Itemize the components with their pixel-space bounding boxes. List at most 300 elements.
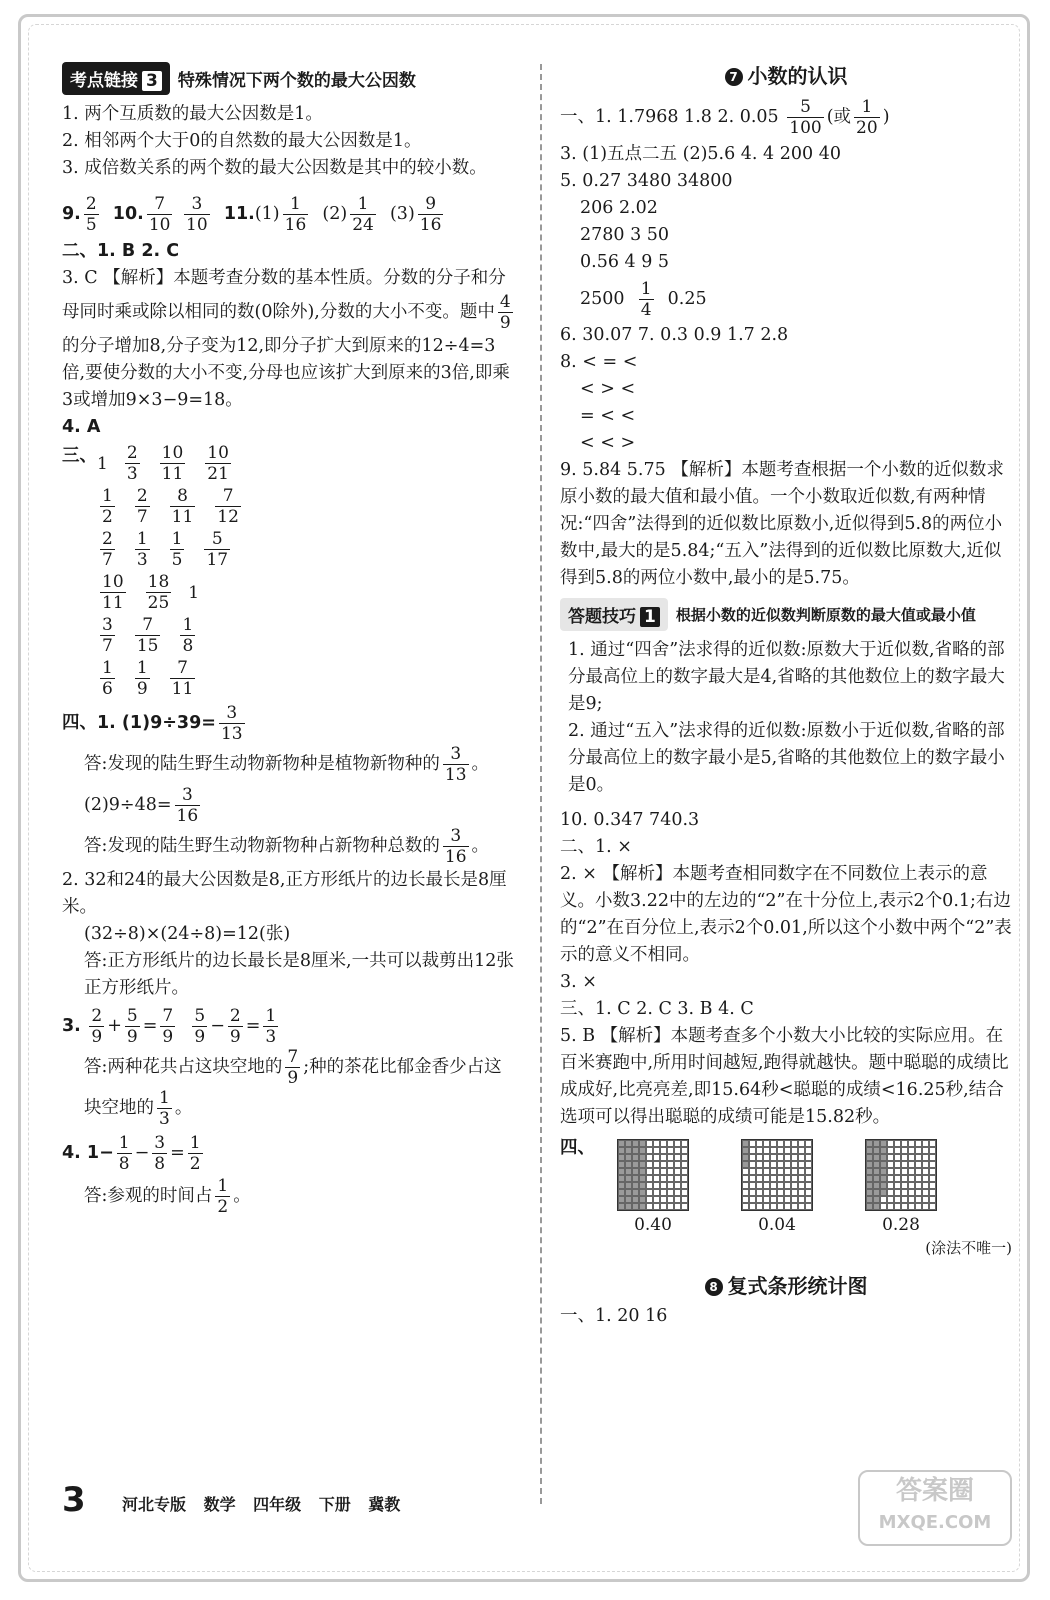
frac-den: 16 xyxy=(419,215,442,235)
frac-den: 10 xyxy=(148,215,171,235)
r-s2-q3: 3. × xyxy=(560,972,597,992)
kaodian-line-3: 3. 成倍数关系的两个数的最大公因数是其中的较小数。 xyxy=(62,158,487,178)
grid-square xyxy=(770,1140,777,1147)
grid-square xyxy=(749,1154,756,1161)
r-q5-value: 2500 xyxy=(580,289,625,309)
frac-den: 11 xyxy=(171,507,194,527)
grid-square xyxy=(866,1168,873,1175)
grid-square xyxy=(887,1182,894,1189)
grid-square xyxy=(922,1140,929,1147)
grid-square xyxy=(777,1168,784,1175)
r-q8-line-1: 8. < = < xyxy=(560,352,638,372)
grid-square xyxy=(805,1196,812,1203)
grid-square xyxy=(625,1203,632,1210)
grid-square xyxy=(880,1147,887,1154)
frac-den: 8 xyxy=(182,636,194,656)
q11-1-label: (1) xyxy=(254,204,280,224)
section3-fraction xyxy=(205,443,231,484)
grid-square xyxy=(880,1140,887,1147)
grid-square xyxy=(901,1175,908,1182)
grid-square xyxy=(922,1168,929,1175)
grid-square xyxy=(901,1196,908,1203)
grid-square xyxy=(805,1168,812,1175)
frac-den: 3 xyxy=(126,464,138,484)
grid-square xyxy=(908,1154,915,1161)
grid-square xyxy=(770,1154,777,1161)
frac-num: 10 xyxy=(102,572,124,592)
grid-square xyxy=(887,1154,894,1161)
grid-square xyxy=(777,1203,784,1210)
grid-square xyxy=(791,1161,798,1168)
q11-2-label: (2) xyxy=(322,204,348,224)
grid-square xyxy=(749,1168,756,1175)
grid-square xyxy=(887,1203,894,1210)
r-s2-q2: 2. × 【解析】本题考查相同数字在不同数位上表示的意义。小数3.22中的左边的“2”在十分位上,表示2个0.1;右边的“2”在百分位上,表示2个0.01,所以这个小数中两个“2”表示的意义不相同。 xyxy=(560,864,1012,965)
grid-square xyxy=(667,1196,674,1203)
grid-square xyxy=(653,1161,660,1168)
grid-square xyxy=(798,1196,805,1203)
grid-square xyxy=(880,1154,887,1161)
grid-square xyxy=(915,1182,922,1189)
frac-den: 9 xyxy=(91,1027,103,1047)
grid-square xyxy=(660,1189,667,1196)
grid-square xyxy=(901,1203,908,1210)
frac-num: 2 xyxy=(136,486,148,506)
grid-square xyxy=(618,1154,625,1161)
grid-square xyxy=(770,1203,777,1210)
grid-square xyxy=(798,1168,805,1175)
r-q5-line-3: 2780 3 50 xyxy=(580,225,670,245)
page-number: 3 xyxy=(62,1480,86,1520)
grid-square xyxy=(915,1203,922,1210)
grid-square xyxy=(756,1147,763,1154)
frac-den: 7 xyxy=(102,550,113,570)
grid-square xyxy=(632,1147,639,1154)
r-q1-close: ) xyxy=(882,107,890,127)
grid-square xyxy=(681,1161,688,1168)
frac-den: 11 xyxy=(171,679,194,699)
frac-den: 12 xyxy=(217,507,239,527)
s4-q3-answer-text-2: ;种的茶花比郁金香少占这块空地的 xyxy=(84,1057,502,1118)
grid-square xyxy=(646,1196,653,1203)
grid-square xyxy=(922,1154,929,1161)
frac-num: 3 xyxy=(102,615,113,635)
tip-line-1: 1. 通过“四舍”法求得的近似数:原数大于近似数,省略的部分最高位上的数字最大是4,省略的其他数位上的数字最大是9; xyxy=(568,640,1005,714)
grid-square xyxy=(915,1161,922,1168)
s2-q3-fraction xyxy=(498,292,513,333)
grid-square xyxy=(632,1203,639,1210)
grid-square xyxy=(770,1196,777,1203)
s4-q1a-answer-text: 答:发现的陆生野生动物新物种是植物新物种的 xyxy=(84,754,440,774)
grid-square xyxy=(873,1203,880,1210)
answer-q9-q11 xyxy=(62,190,518,238)
frac-den: 4 xyxy=(640,300,652,320)
grid-square xyxy=(763,1154,770,1161)
grid-square xyxy=(681,1182,688,1189)
grid-square xyxy=(625,1154,632,1161)
grid-square xyxy=(749,1140,756,1147)
grid-square xyxy=(625,1189,632,1196)
grid-square xyxy=(798,1147,805,1154)
grid-square xyxy=(791,1147,798,1154)
grid-square xyxy=(625,1175,632,1182)
grid-square xyxy=(929,1140,936,1147)
section2-answers: 二、1. B 2. C xyxy=(62,241,180,261)
frac-num: 7 xyxy=(287,1047,299,1067)
frac-den: 9 xyxy=(162,1027,174,1047)
grid-square xyxy=(770,1168,777,1175)
grid-square xyxy=(653,1140,660,1147)
grid-square xyxy=(791,1175,798,1182)
grid-square xyxy=(742,1154,749,1161)
hundred-grid xyxy=(617,1139,689,1211)
grid-square xyxy=(770,1189,777,1196)
grid-square xyxy=(901,1161,908,1168)
section3-fraction xyxy=(125,443,140,484)
r-q3: 3. (1)五点二五 (2)5.6 4. 4 200 40 xyxy=(560,144,841,164)
grid-square xyxy=(667,1154,674,1161)
section3-value: 1 xyxy=(188,582,200,603)
section3-fraction xyxy=(135,615,161,656)
grid-square xyxy=(618,1147,625,1154)
grid-square xyxy=(887,1175,894,1182)
grid-square xyxy=(632,1168,639,1175)
grid-square xyxy=(791,1140,798,1147)
grid-square xyxy=(632,1154,639,1161)
grid-square xyxy=(866,1203,873,1210)
grid-label: 0.04 xyxy=(758,1215,796,1235)
grid-square xyxy=(798,1154,805,1161)
grid-square xyxy=(625,1147,632,1154)
grid-square xyxy=(674,1182,681,1189)
frac-den: 2 xyxy=(189,1154,201,1174)
period: 。 xyxy=(174,1098,193,1118)
r-s4 xyxy=(560,1135,1012,1235)
grid-square xyxy=(894,1203,901,1210)
grid-square xyxy=(653,1175,660,1182)
grid-square xyxy=(805,1161,812,1168)
frac-den: 16 xyxy=(444,847,467,867)
frac-den: 10 xyxy=(186,215,208,235)
s4-q3-answer xyxy=(62,1047,518,1129)
grid-square xyxy=(901,1168,908,1175)
r-q1-text: 一、1. 1.7968 1.8 2. 0.05 xyxy=(560,107,779,127)
grid-square xyxy=(784,1154,791,1161)
frac-den: 5 xyxy=(85,215,97,235)
grid-square xyxy=(798,1203,805,1210)
grid-square xyxy=(618,1189,625,1196)
frac-2-9b xyxy=(228,1006,243,1047)
grid-square xyxy=(749,1189,756,1196)
section3-fraction xyxy=(170,658,196,699)
grid-square xyxy=(639,1196,646,1203)
s4-q4-text: 4. 1− xyxy=(62,1143,114,1163)
grid-square xyxy=(646,1203,653,1210)
grid-square xyxy=(777,1196,784,1203)
frac-den: 2 xyxy=(102,507,113,527)
s4-q1a-text: 四、1. (1)9÷39= xyxy=(62,713,216,733)
r-q9: 9. 5.84 5.75 【解析】本题考查根据一个小数的近似数求原小数的最大值和最小值。一个小数取近似数,有两种情况:“四舍”法得到的近似数比原数小,近似得到5.8的两位小数中,最大的是5.84;“五入”法得到的近似数比原数大,近似得到5.8的两位小数中,最小的是5.75。 xyxy=(560,460,1004,588)
grid-square xyxy=(908,1168,915,1175)
s4-q1b-answer-fraction xyxy=(443,826,469,867)
grid-square xyxy=(894,1140,901,1147)
grid-square xyxy=(618,1140,625,1147)
frac-den: 15 xyxy=(136,636,159,656)
section7-number-badge: 7 xyxy=(725,68,743,86)
frac-5-9b xyxy=(192,1006,207,1047)
grid-square xyxy=(653,1147,660,1154)
s4-q4-answer-text: 答:参观的时间占 xyxy=(84,1186,213,1206)
grid-square xyxy=(929,1189,936,1196)
grid-square xyxy=(639,1203,646,1210)
frac-num: 7 xyxy=(162,1006,174,1026)
frac-num: 2 xyxy=(126,443,138,463)
section8-title xyxy=(560,1270,1012,1299)
grid-square xyxy=(929,1175,936,1182)
frac-den: 9 xyxy=(194,1027,206,1047)
grid-square xyxy=(667,1175,674,1182)
s2-q3-text-a: 3. C 【解析】本题考查分数的基本性质。分数的分子和分母同时乘或除以相同的数(0除外),分数的大小不变。题中 xyxy=(62,268,506,322)
r-q5-fraction xyxy=(639,279,654,320)
grid-square xyxy=(866,1147,873,1154)
r-q5-value-2: 0.25 xyxy=(667,289,707,309)
s4-q1b-answer xyxy=(62,826,518,867)
grid-square xyxy=(784,1203,791,1210)
frac-den: 24 xyxy=(352,215,374,235)
frac-num: 3 xyxy=(181,785,193,805)
grid-square xyxy=(742,1147,749,1154)
grid-square xyxy=(894,1161,901,1168)
section3-fraction xyxy=(100,658,115,699)
grid-square xyxy=(873,1196,880,1203)
grid-square xyxy=(922,1182,929,1189)
frac-num: 1 xyxy=(290,194,301,214)
grid-square xyxy=(639,1175,646,1182)
section3-label: 三、 xyxy=(62,446,97,466)
frac-num: 1 xyxy=(102,486,113,506)
grid-square xyxy=(777,1161,784,1168)
grid-square xyxy=(756,1140,763,1147)
r-s4-label: 四、 xyxy=(560,1138,595,1158)
hundred-grid-item xyxy=(865,1139,937,1235)
grid-square xyxy=(798,1182,805,1189)
frac-num: 10 xyxy=(207,443,229,463)
grid-square xyxy=(901,1147,908,1154)
grid-square xyxy=(908,1189,915,1196)
grid-square xyxy=(756,1203,763,1210)
q10-fraction-b xyxy=(184,194,210,235)
frac-num: 1 xyxy=(136,658,148,678)
q11-3-label: (3) xyxy=(389,204,415,224)
grid-square xyxy=(908,1147,915,1154)
r-q1-or: (或 xyxy=(826,107,852,127)
grid-square xyxy=(784,1182,791,1189)
grid-square xyxy=(653,1154,660,1161)
grid-square xyxy=(660,1175,667,1182)
frac-den: 7 xyxy=(102,636,113,656)
frac-den: 2 xyxy=(217,1197,229,1217)
frac-num: 5 xyxy=(194,1006,206,1026)
r-q10: 10. 0.347 740.3 xyxy=(560,810,700,830)
grid-square xyxy=(873,1161,880,1168)
grid-square xyxy=(873,1147,880,1154)
section3-fraction xyxy=(146,572,172,613)
frac-den: 7 xyxy=(136,507,148,527)
grid-label: 0.28 xyxy=(882,1215,920,1235)
grid-square xyxy=(625,1182,632,1189)
grid-square xyxy=(922,1147,929,1154)
frac-num: 1 xyxy=(357,194,369,214)
r-s3-q1-4: 三、1. C 2. C 3. B 4. C xyxy=(560,999,754,1019)
grid-square xyxy=(646,1147,653,1154)
grid-square xyxy=(618,1182,625,1189)
section3-row xyxy=(97,486,244,527)
grid-square xyxy=(887,1161,894,1168)
frac-num: 3 xyxy=(450,826,462,846)
section8-title-text: 复式条形统计图 xyxy=(727,1274,868,1298)
grid-square xyxy=(667,1203,674,1210)
tip-title: 根据小数的近似数判断原数的最大值或最小值 xyxy=(675,606,976,624)
grid-square xyxy=(742,1140,749,1147)
grid-square xyxy=(763,1189,770,1196)
grid-square xyxy=(660,1182,667,1189)
r-last: 一、1. 20 16 xyxy=(560,1306,668,1326)
frac-num: 5 xyxy=(126,1006,138,1026)
grid-square xyxy=(777,1140,784,1147)
grid-square xyxy=(618,1168,625,1175)
grid-square xyxy=(681,1189,688,1196)
grid-square xyxy=(639,1140,646,1147)
grid-square xyxy=(777,1182,784,1189)
section3-fraction xyxy=(204,529,230,570)
hundred-grid-item xyxy=(741,1139,813,1235)
grid-square xyxy=(894,1189,901,1196)
grid-square xyxy=(646,1161,653,1168)
grid-square xyxy=(784,1196,791,1203)
s4-q1b-answer-text: 答:发现的陆生野生动物新物种占新物种总数的 xyxy=(84,836,440,856)
grid-square xyxy=(763,1203,770,1210)
frac-num: 2 xyxy=(85,194,97,214)
grid-square xyxy=(866,1140,873,1147)
s4-q1b xyxy=(62,785,518,826)
s4-q1b-fraction xyxy=(175,785,201,826)
r-q5-line-2: 206 2.02 xyxy=(580,198,658,218)
grid-square xyxy=(880,1189,887,1196)
grid-square xyxy=(660,1203,667,1210)
section7-title xyxy=(560,60,1012,89)
grid-square xyxy=(873,1168,880,1175)
grid-square xyxy=(763,1175,770,1182)
hundred-grid-item xyxy=(617,1139,689,1235)
grid-square xyxy=(915,1154,922,1161)
grid-square xyxy=(791,1182,798,1189)
section3-fraction xyxy=(170,486,196,527)
grid-square xyxy=(653,1203,660,1210)
grid-square xyxy=(805,1189,812,1196)
grid-square xyxy=(639,1189,646,1196)
grid-square xyxy=(901,1182,908,1189)
grid-square xyxy=(763,1161,770,1168)
grid-square xyxy=(639,1182,646,1189)
grid-square xyxy=(646,1189,653,1196)
grid-square xyxy=(639,1147,646,1154)
section8-number-badge: 8 xyxy=(705,1278,723,1296)
grid-square xyxy=(929,1154,936,1161)
frac-2-9 xyxy=(89,1006,104,1047)
footer xyxy=(62,1476,1012,1533)
grid-square xyxy=(784,1175,791,1182)
frac-num: 7 xyxy=(177,658,188,678)
frac-den: 6 xyxy=(102,679,113,699)
grid-square xyxy=(660,1168,667,1175)
frac-den: 13 xyxy=(220,724,243,744)
grid-square xyxy=(653,1196,660,1203)
grid-square xyxy=(922,1203,929,1210)
grid-square xyxy=(653,1189,660,1196)
grid-square xyxy=(798,1189,805,1196)
grid-square xyxy=(798,1161,805,1168)
frac-num: 3 xyxy=(191,194,203,214)
grid-square xyxy=(742,1161,749,1168)
grid-square xyxy=(880,1196,887,1203)
q10-label: 10. xyxy=(112,204,144,224)
grid-square xyxy=(756,1161,763,1168)
grid-square xyxy=(667,1189,674,1196)
frac-num: 1 xyxy=(118,1133,130,1153)
frac-num: 5 xyxy=(800,97,811,117)
section3-fraction xyxy=(100,572,126,613)
grid-square xyxy=(618,1196,625,1203)
s4-q4-equation: 4. 1− $\frac{1}{8}$ − $\frac{3}{8}$ = $\frac{1}{2}$ xyxy=(62,1133,201,1174)
section3-fraction xyxy=(100,615,115,656)
grid-square xyxy=(681,1154,688,1161)
grid-square xyxy=(894,1168,901,1175)
grid-note: (涂法不唯一) xyxy=(925,1239,1012,1257)
grid-square xyxy=(915,1147,922,1154)
grid-square xyxy=(667,1140,674,1147)
r-q1-fraction xyxy=(787,97,823,138)
grid-square xyxy=(915,1140,922,1147)
frac-den: 11 xyxy=(102,593,124,613)
grid-square xyxy=(674,1196,681,1203)
grid-square xyxy=(660,1147,667,1154)
period: 。 xyxy=(471,754,490,774)
frac-7-9 xyxy=(160,1006,175,1047)
s4-q4-answer xyxy=(62,1174,518,1218)
r-q5-line-5 xyxy=(560,276,1012,322)
grid-square xyxy=(625,1196,632,1203)
section3-row xyxy=(97,443,244,484)
grid-square xyxy=(784,1161,791,1168)
grid-square xyxy=(742,1175,749,1182)
grid-square xyxy=(880,1168,887,1175)
grid-square xyxy=(749,1161,756,1168)
s4-q1a-fraction xyxy=(219,703,245,744)
hundred-grid xyxy=(865,1139,937,1211)
grid-square xyxy=(667,1182,674,1189)
grid-square xyxy=(674,1154,681,1161)
grid-square xyxy=(873,1189,880,1196)
section3-row xyxy=(97,615,244,656)
grid-square xyxy=(770,1182,777,1189)
grid-square xyxy=(749,1175,756,1182)
watermark-line-2: MXQE.COM xyxy=(878,1512,992,1533)
grid-square xyxy=(742,1189,749,1196)
frac-den: 9 xyxy=(126,1027,138,1047)
frac-num: 1 xyxy=(136,529,148,549)
grid-square xyxy=(805,1140,812,1147)
q11-3-fraction xyxy=(418,194,444,235)
